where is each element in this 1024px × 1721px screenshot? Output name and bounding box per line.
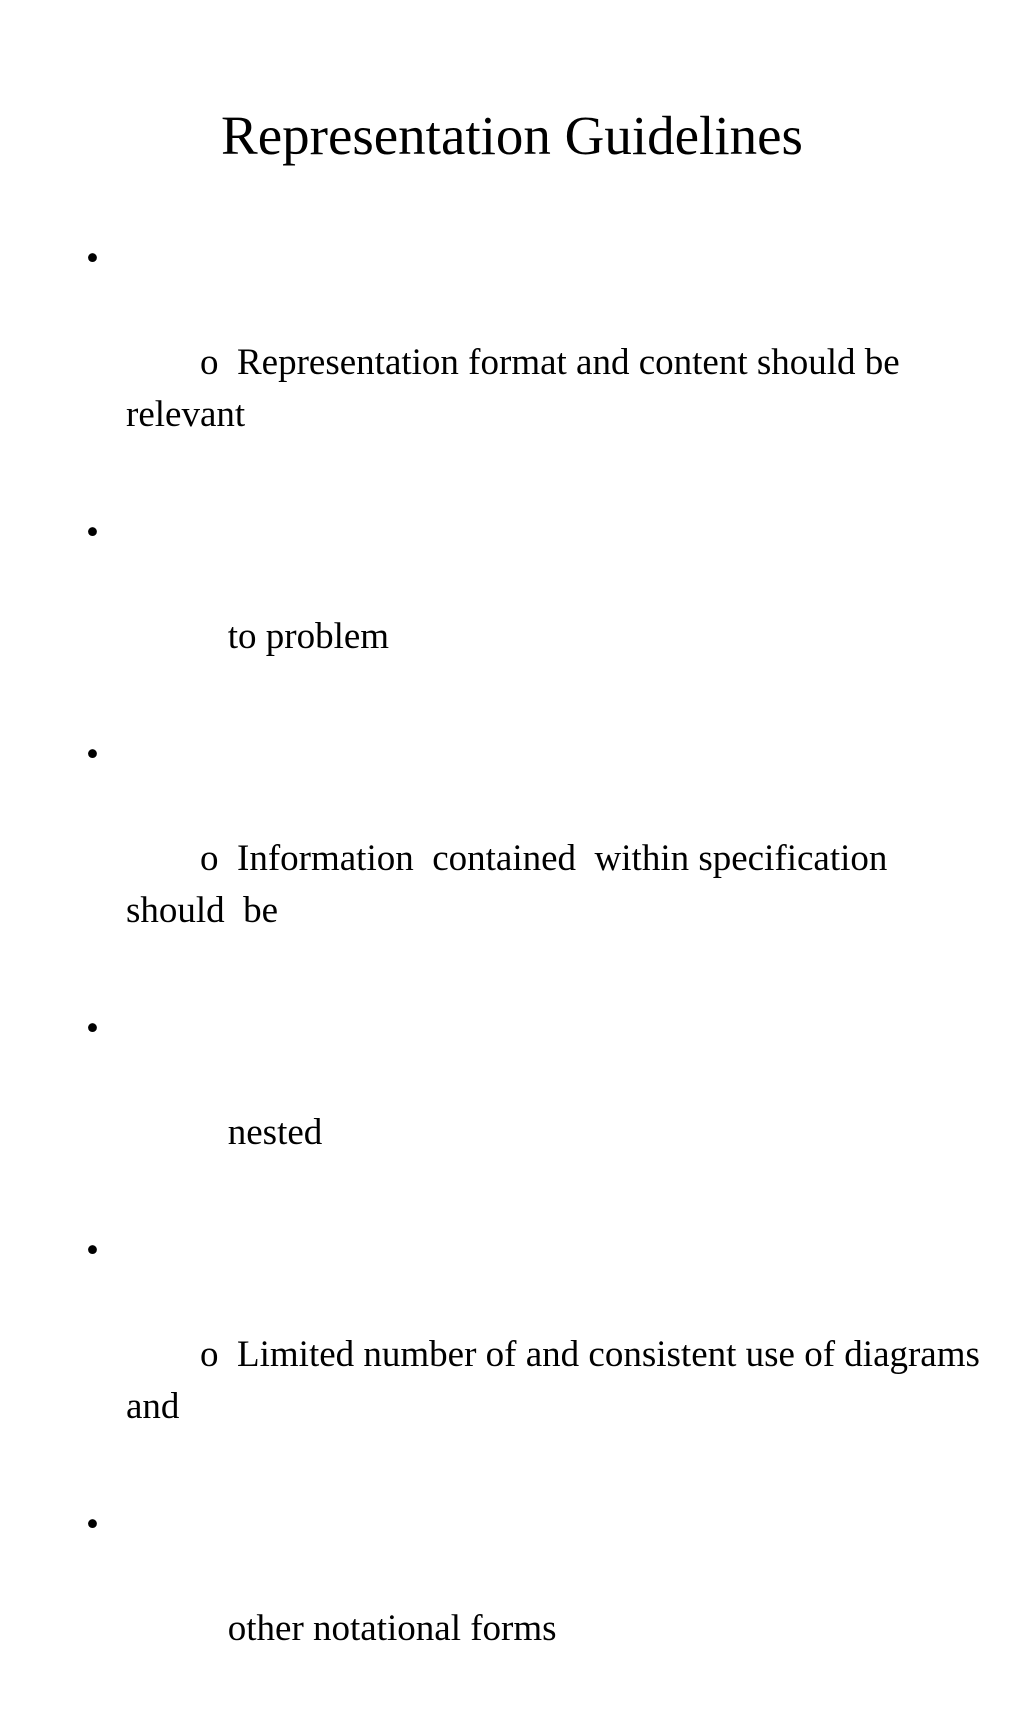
bullet-dot-icon: • [86, 734, 99, 775]
bullet-dot-icon: • [86, 512, 99, 553]
bullet-item [86, 1003, 986, 1211]
bullet-text: nested [181, 1112, 323, 1153]
bullet-text: o Information contained within specification should be [126, 838, 906, 931]
bullet-dot-icon: • [86, 1504, 99, 1545]
bullet-item [86, 507, 986, 715]
bullet-text: o Representation format and content should be relevant [126, 342, 909, 435]
bullet-text: to problem [181, 616, 390, 657]
bullet-text: other notational forms [181, 1608, 557, 1649]
bullet-item [86, 1225, 990, 1485]
bullet-dot-icon: • [86, 1230, 99, 1271]
bullet-dot-icon: • [86, 238, 99, 279]
bullet-dot-icon: • [86, 1008, 99, 1049]
slide-title: Representation Guidelines [221, 105, 803, 166]
bullet-item [86, 1499, 986, 1707]
bullet-list [86, 233, 990, 1721]
bullet-text: o Limited number of and consistent use of diagrams and [126, 1334, 990, 1427]
bullet-item [86, 233, 986, 493]
bullet-item [86, 729, 986, 989]
